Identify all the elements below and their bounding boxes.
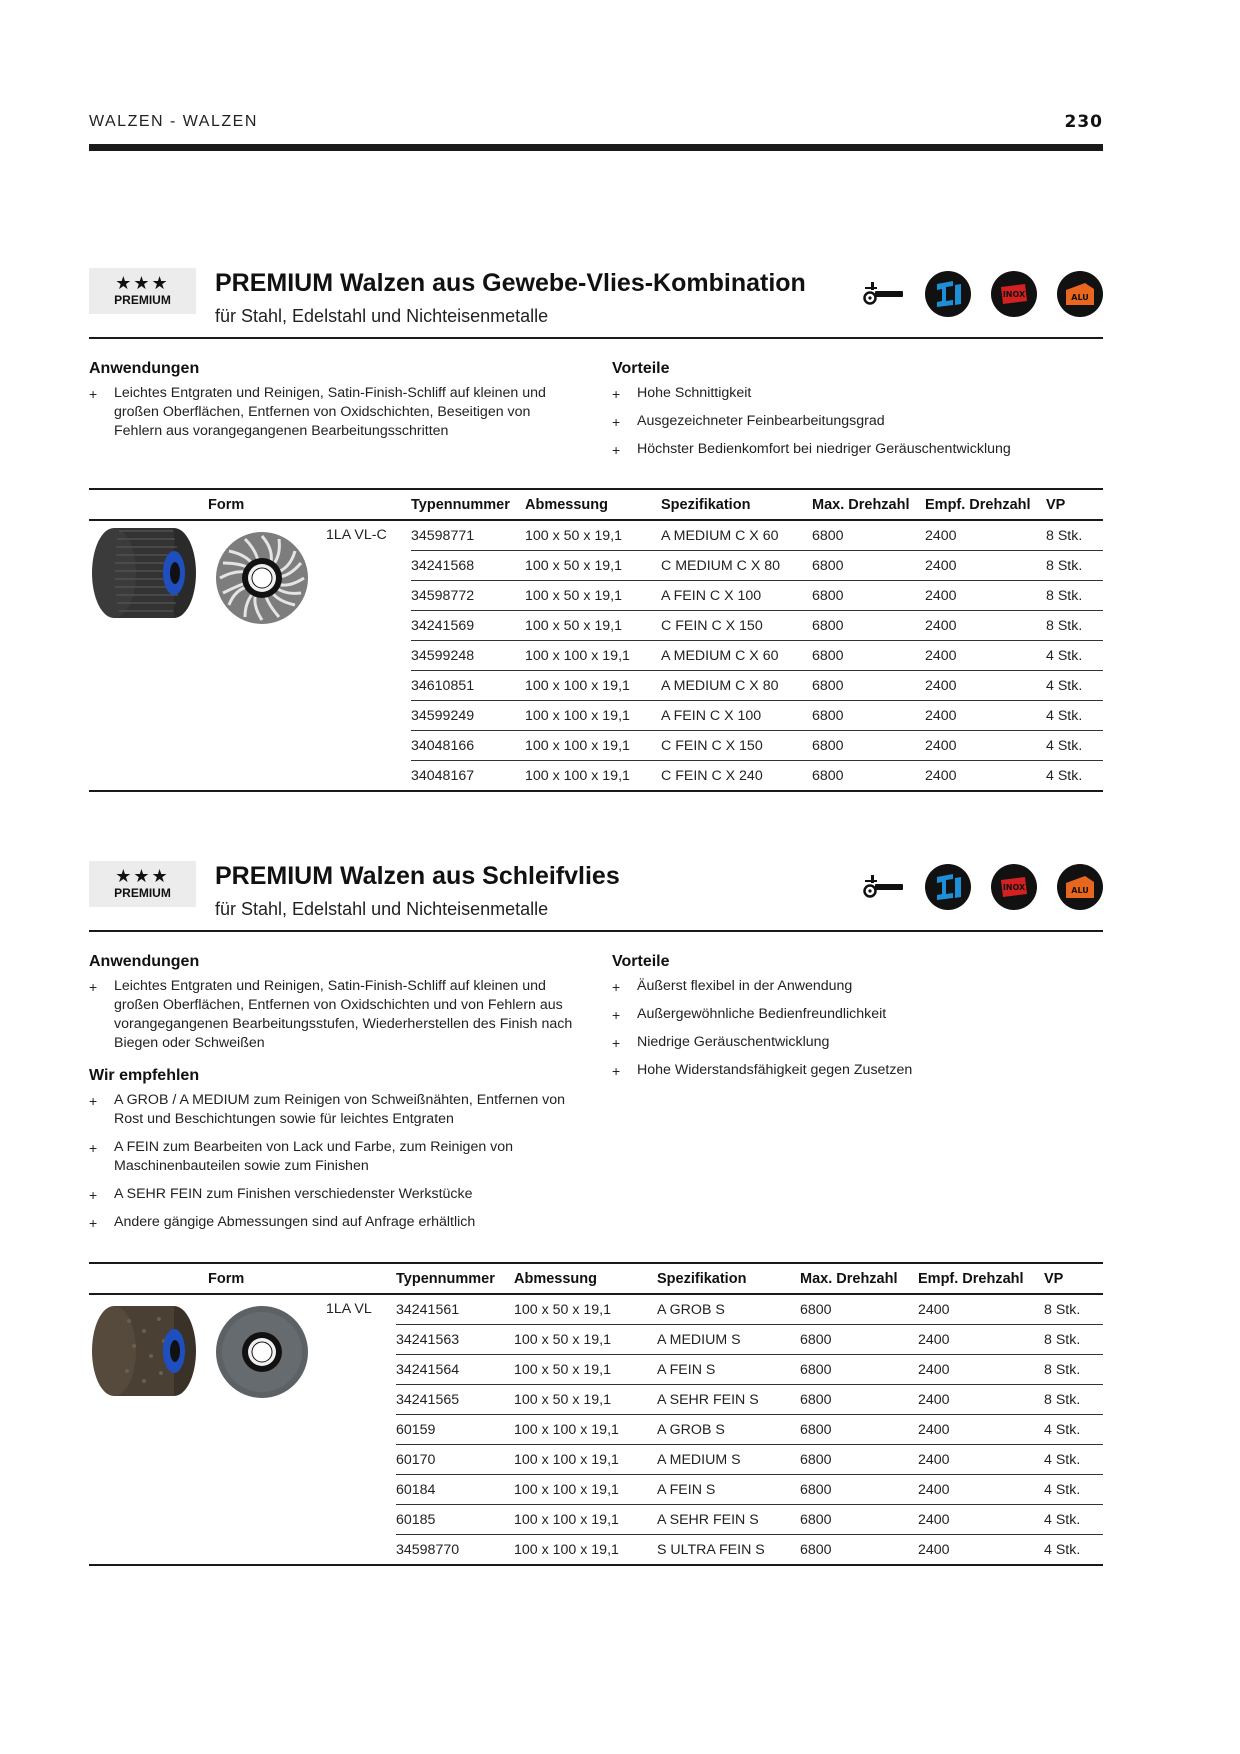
material-icons xyxy=(863,270,1103,318)
table-cell: 6800 xyxy=(800,1385,918,1415)
product-section-1 xyxy=(89,268,1103,808)
col-abmessung: Abmessung xyxy=(514,1263,657,1294)
section-rule xyxy=(89,337,1103,339)
table-cell: 2400 xyxy=(925,761,1046,792)
table-cell: 60170 xyxy=(396,1445,514,1475)
table-cell: 100 x 100 x 19,1 xyxy=(514,1415,657,1445)
table-cell: 6800 xyxy=(800,1355,918,1385)
table-cell: 8 Stk. xyxy=(1046,551,1103,581)
table-cell: 60184 xyxy=(396,1475,514,1505)
list-item: + Äußerst flexibel in der Anwendung xyxy=(612,978,853,995)
table-cell: 6800 xyxy=(800,1505,918,1535)
table-cell: 34241561 xyxy=(396,1294,514,1325)
alu-label: ALU xyxy=(1071,886,1089,895)
vorteile-heading: Vorteile xyxy=(612,953,670,970)
inox-icon xyxy=(991,864,1037,910)
table-cell: 6800 xyxy=(800,1475,918,1505)
table-cell: 6800 xyxy=(812,641,925,671)
anwendungen-list xyxy=(89,977,594,1062)
premium-badge xyxy=(89,861,196,907)
table-cell: 4 Stk. xyxy=(1046,761,1103,792)
premium-badge xyxy=(89,268,196,314)
table-cell: 100 x 50 x 19,1 xyxy=(514,1355,657,1385)
table-cell: A MEDIUM C X 60 xyxy=(661,641,812,671)
table-cell: A MEDIUM S xyxy=(657,1445,800,1475)
section-rule xyxy=(89,930,1103,932)
table-cell: 6800 xyxy=(800,1415,918,1445)
form-label: 1LA VL xyxy=(326,1301,372,1317)
table-cell: 34241569 xyxy=(411,611,525,641)
table-cell: A FEIN C X 100 xyxy=(661,581,812,611)
section-title: PREMIUM Walzen aus Schleifvlies xyxy=(215,862,620,890)
table-cell: 60159 xyxy=(396,1415,514,1445)
badge-label: PREMIUM xyxy=(114,293,171,307)
list-item: + A SEHR FEIN zum Finishen verschiedenster Werkstücke xyxy=(89,1186,473,1203)
table-cell: 2400 xyxy=(918,1535,1044,1566)
vorteile-heading: Vorteile xyxy=(612,360,670,377)
list-item: + Außergewöhnliche Bedienfreundlichkeit xyxy=(612,1006,887,1023)
table-cell: 8 Stk. xyxy=(1046,611,1103,641)
anwendungen-heading: Anwendungen xyxy=(89,360,200,377)
form-cell xyxy=(89,520,411,791)
table-cell: 100 x 50 x 19,1 xyxy=(514,1325,657,1355)
table-cell: A GROB S xyxy=(657,1415,800,1445)
table-cell: 100 x 50 x 19,1 xyxy=(514,1294,657,1325)
table-cell: 100 x 100 x 19,1 xyxy=(514,1535,657,1566)
table-cell: 100 x 100 x 19,1 xyxy=(525,761,661,792)
empfehlen-heading: Wir empfehlen xyxy=(89,1067,200,1084)
table-cell: 4 Stk. xyxy=(1044,1505,1103,1535)
table-cell: 6800 xyxy=(812,520,925,551)
table-cell: 34599249 xyxy=(411,701,525,731)
table-cell: 34241568 xyxy=(411,551,525,581)
table-cell: A FEIN S xyxy=(657,1475,800,1505)
angle-grinder-icon xyxy=(863,872,905,902)
angle-grinder-icon xyxy=(863,279,905,309)
table-cell: 34598770 xyxy=(396,1535,514,1566)
table-cell: 6800 xyxy=(812,701,925,731)
list-item: + Hohe Widerstandsfähigkeit gegen Zusetzen xyxy=(612,1062,913,1079)
section-title: PREMIUM Walzen aus Gewebe-Vlies-Kombination xyxy=(215,269,806,297)
table-cell: 6800 xyxy=(812,611,925,641)
product-disc-face-image xyxy=(215,531,309,625)
list-item: + A GROB / A MEDIUM zum Reinigen von Schweißnähten, Entfernen von Rost und Beschichtungen sowie für leichtes Entgraten xyxy=(89,1092,566,1127)
col-abmessung: Abmessung xyxy=(525,489,661,520)
col-spezifikation: Spezifikation xyxy=(657,1263,800,1294)
table-cell: 100 x 100 x 19,1 xyxy=(514,1505,657,1535)
stars-icon: ★★★ xyxy=(115,273,170,293)
product-table xyxy=(89,1262,1103,1566)
table-cell: C FEIN C X 150 xyxy=(661,731,812,761)
table-cell: 2400 xyxy=(925,581,1046,611)
table-cell: A MEDIUM C X 60 xyxy=(661,520,812,551)
table-cell: 100 x 50 x 19,1 xyxy=(525,551,661,581)
col-form: Form xyxy=(89,1263,396,1294)
table-cell: 8 Stk. xyxy=(1044,1385,1103,1415)
table-cell: 34241565 xyxy=(396,1385,514,1415)
list-item: + Leichtes Entgraten und Reinigen, Satin-Finish-Schliff auf kleinen und großen Oberflächen, Entfernen von Oxidschichten, Beseitigen von Fehlern aus vorangegangenen Bearbeitungsschritten xyxy=(89,385,546,439)
table-cell: 34048167 xyxy=(411,761,525,792)
inox-label: INOX xyxy=(1002,883,1026,892)
table-cell: 6800 xyxy=(800,1294,918,1325)
product-section-2 xyxy=(89,861,1103,1581)
product-roller-image xyxy=(89,523,199,623)
table-header-row xyxy=(89,1263,1103,1294)
page-number: 230 xyxy=(1064,112,1103,132)
table-cell: 60185 xyxy=(396,1505,514,1535)
table-cell: 34048166 xyxy=(411,731,525,761)
inox-icon xyxy=(991,271,1037,317)
table-row xyxy=(89,520,1103,551)
table-cell: 8 Stk. xyxy=(1044,1325,1103,1355)
table-cell: 100 x 100 x 19,1 xyxy=(525,701,661,731)
table-cell: 4 Stk. xyxy=(1044,1415,1103,1445)
alu-icon xyxy=(1057,271,1103,317)
product-images xyxy=(89,1295,396,1555)
table-cell: 6800 xyxy=(800,1445,918,1475)
table-cell: A GROB S xyxy=(657,1294,800,1325)
table-cell: 8 Stk. xyxy=(1044,1355,1103,1385)
table-cell: 4 Stk. xyxy=(1044,1535,1103,1566)
product-table xyxy=(89,488,1103,792)
table-cell: 100 x 50 x 19,1 xyxy=(525,611,661,641)
table-cell: A FEIN S xyxy=(657,1355,800,1385)
table-cell: 6800 xyxy=(812,551,925,581)
table-cell: 2400 xyxy=(918,1505,1044,1535)
table-cell: 2400 xyxy=(918,1475,1044,1505)
table-cell: 2400 xyxy=(925,520,1046,551)
product-disc-face-image xyxy=(215,1305,309,1399)
table-cell: 34598772 xyxy=(411,581,525,611)
list-item: + Niedrige Geräuschentwicklung xyxy=(612,1034,830,1051)
header-rule xyxy=(89,144,1103,151)
table-cell: 34241563 xyxy=(396,1325,514,1355)
table-cell: C MEDIUM C X 80 xyxy=(661,551,812,581)
table-cell: A SEHR FEIN S xyxy=(657,1385,800,1415)
list-item: + Andere gängige Abmessungen sind auf Anfrage erhältlich xyxy=(89,1214,476,1231)
table-cell: A MEDIUM C X 80 xyxy=(661,671,812,701)
table-cell: 6800 xyxy=(812,671,925,701)
col-typennummer: Typennummer xyxy=(396,1263,514,1294)
list-item: + Höchster Bedienkomfort bei niedriger Geräuschentwicklung xyxy=(612,441,1011,458)
steel-icon xyxy=(925,271,971,317)
table-cell: 34610851 xyxy=(411,671,525,701)
table-cell: C FEIN C X 240 xyxy=(661,761,812,792)
table-cell: 4 Stk. xyxy=(1046,701,1103,731)
table-cell: 8 Stk. xyxy=(1044,1294,1103,1325)
steel-icon xyxy=(925,864,971,910)
table-cell: 100 x 100 x 19,1 xyxy=(514,1445,657,1475)
inox-label: INOX xyxy=(1002,290,1026,299)
table-cell: 100 x 50 x 19,1 xyxy=(525,581,661,611)
table-cell: A MEDIUM S xyxy=(657,1325,800,1355)
table-cell: 2400 xyxy=(925,611,1046,641)
table-cell: 2400 xyxy=(925,671,1046,701)
table-cell: 4 Stk. xyxy=(1044,1445,1103,1475)
table-cell: 100 x 100 x 19,1 xyxy=(514,1475,657,1505)
col-spezifikation: Spezifikation xyxy=(661,489,812,520)
vorteile-list xyxy=(612,977,1102,1089)
material-icons xyxy=(863,863,1103,911)
table-cell: 6800 xyxy=(812,731,925,761)
vorteile-list xyxy=(612,384,1102,468)
alu-label: ALU xyxy=(1071,293,1089,302)
product-images xyxy=(89,521,411,781)
list-item: + Leichtes Entgraten und Reinigen, Satin-Finish-Schliff auf kleinen und großen Oberflächen, Entfernen von Oxidschichten und von Fehlern aus vorangegangenen Bearbeitungsstufen, Wiederherstellen des Finish nach Biegen oder Schweißen xyxy=(89,978,573,1051)
table-cell: 34598771 xyxy=(411,520,525,551)
table-header-row xyxy=(89,489,1103,520)
product-roller-image xyxy=(89,1301,199,1401)
table-cell: A FEIN C X 100 xyxy=(661,701,812,731)
table-cell: 6800 xyxy=(812,761,925,792)
table-cell: 34599248 xyxy=(411,641,525,671)
col-vp: VP xyxy=(1044,1263,1103,1294)
table-row xyxy=(89,1294,1103,1325)
table-cell: 4 Stk. xyxy=(1046,731,1103,761)
table-cell: S ULTRA FEIN S xyxy=(657,1535,800,1566)
table-cell: 2400 xyxy=(925,551,1046,581)
page-header-label: WALZEN - WALZEN xyxy=(89,113,258,130)
section-subtitle: für Stahl, Edelstahl und Nichteisenmetalle xyxy=(215,899,549,919)
table-cell: 2400 xyxy=(918,1415,1044,1445)
col-empf-drehzahl: Empf. Drehzahl xyxy=(918,1263,1044,1294)
table-cell: 6800 xyxy=(800,1535,918,1566)
anwendungen-list xyxy=(89,384,569,450)
alu-icon xyxy=(1057,864,1103,910)
table-cell: 4 Stk. xyxy=(1046,671,1103,701)
table-cell: 2400 xyxy=(925,641,1046,671)
table-cell: A SEHR FEIN S xyxy=(657,1505,800,1535)
table-cell: 100 x 100 x 19,1 xyxy=(525,671,661,701)
table-cell: 4 Stk. xyxy=(1046,641,1103,671)
anwendungen-heading: Anwendungen xyxy=(89,953,200,970)
table-cell: 100 x 100 x 19,1 xyxy=(525,641,661,671)
table-cell: 2400 xyxy=(925,731,1046,761)
col-vp: VP xyxy=(1046,489,1103,520)
table-cell: 100 x 100 x 19,1 xyxy=(525,731,661,761)
list-item: + A FEIN zum Bearbeiten von Lack und Farbe, zum Reinigen von Maschinenbauteilen sowie zum Finishen xyxy=(89,1139,514,1174)
list-item: + Ausgezeichneter Feinbearbeitungsgrad xyxy=(612,413,885,430)
section-subtitle: für Stahl, Edelstahl und Nichteisenmetalle xyxy=(215,306,549,326)
table-cell: 100 x 50 x 19,1 xyxy=(525,520,661,551)
table-cell: C FEIN C X 150 xyxy=(661,611,812,641)
table-cell: 4 Stk. xyxy=(1044,1475,1103,1505)
badge-label: PREMIUM xyxy=(114,886,171,900)
form-label: 1LA VL-C xyxy=(326,527,387,543)
table-cell: 2400 xyxy=(925,701,1046,731)
col-typennummer: Typennummer xyxy=(411,489,525,520)
table-cell: 34241564 xyxy=(396,1355,514,1385)
table-cell: 2400 xyxy=(918,1325,1044,1355)
form-cell xyxy=(89,1294,396,1565)
list-item: + Hohe Schnittigkeit xyxy=(612,385,752,402)
table-cell: 100 x 50 x 19,1 xyxy=(514,1385,657,1415)
table-cell: 2400 xyxy=(918,1294,1044,1325)
table-cell: 2400 xyxy=(918,1445,1044,1475)
col-max-drehzahl: Max. Drehzahl xyxy=(812,489,925,520)
table-cell: 2400 xyxy=(918,1355,1044,1385)
col-empf-drehzahl: Empf. Drehzahl xyxy=(925,489,1046,520)
stars-icon: ★★★ xyxy=(115,866,170,886)
table-cell: 6800 xyxy=(800,1325,918,1355)
table-cell: 6800 xyxy=(812,581,925,611)
col-max-drehzahl: Max. Drehzahl xyxy=(800,1263,918,1294)
table-cell: 2400 xyxy=(918,1385,1044,1415)
col-form: Form xyxy=(89,489,411,520)
table-cell: 8 Stk. xyxy=(1046,581,1103,611)
table-cell: 8 Stk. xyxy=(1046,520,1103,551)
empfehlen-list xyxy=(89,1091,594,1241)
